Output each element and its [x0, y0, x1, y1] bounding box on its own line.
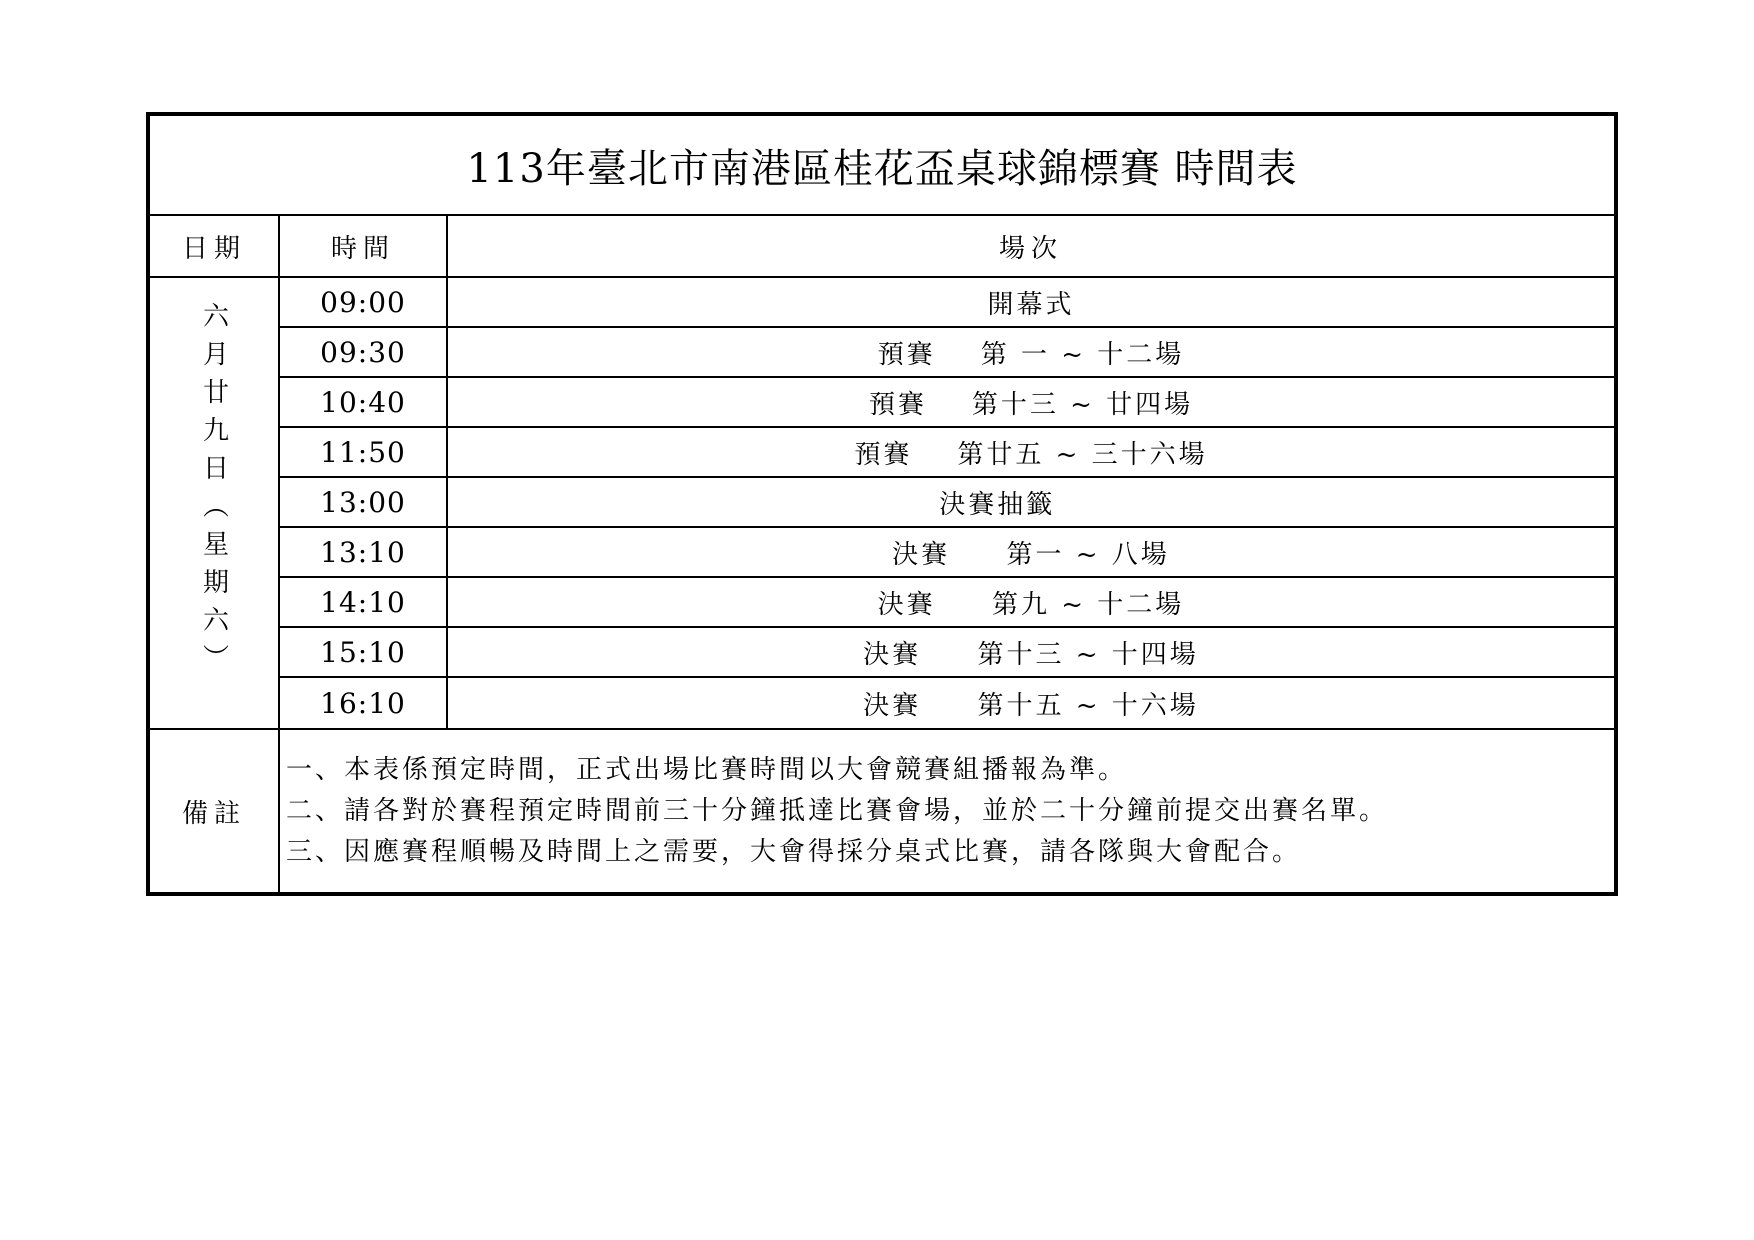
slot-event: 開幕式 — [987, 289, 1075, 320]
note-line: 一、本表係預定時間，正式出場比賽時間以大會競賽組播報為準。 — [286, 754, 1128, 785]
header-time: 時間 — [280, 216, 448, 276]
slot-event: 預賽 第十三 ~ 廿四場 — [868, 389, 1194, 420]
date-text: 六月廿九日︵星期六︶ — [198, 302, 229, 682]
table-row — [280, 678, 1614, 728]
notes-row — [150, 730, 1614, 892]
slot-event: 預賽 第 一 ~ 十二場 — [877, 339, 1185, 370]
slot-event: 決賽 第十三 ~ 十四場 — [863, 639, 1199, 670]
note-line: 三、因應賽程順暢及時間上之需要，大會得採分桌式比賽，請各隊與大會配合。 — [286, 836, 1302, 867]
table-row — [280, 528, 1614, 578]
table-row — [280, 378, 1614, 428]
date-cell — [150, 278, 280, 728]
schedule-table — [146, 112, 1618, 896]
title-row — [150, 116, 1614, 216]
notes-content — [280, 730, 1614, 892]
header-row — [150, 216, 1614, 278]
slot-time: 14:10 — [280, 578, 448, 626]
table-row — [280, 628, 1614, 678]
slot-time: 10:40 — [280, 378, 448, 426]
slot-event: 預賽 第廿五 ~ 三十六場 — [854, 439, 1208, 470]
slot-event: 決賽抽籤 — [939, 489, 1123, 520]
table-row — [280, 428, 1614, 478]
slot-time: 09:00 — [280, 278, 448, 326]
table-row — [280, 328, 1614, 378]
slot-time: 09:30 — [280, 328, 448, 376]
slot-time: 11:50 — [280, 428, 448, 476]
slot-event: 決賽 第十五 ~ 十六場 — [863, 690, 1199, 721]
table-row — [280, 278, 1614, 328]
slot-event: 決賽 第九 ~ 十二場 — [877, 589, 1185, 620]
slot-event: 決賽 第一 ~ 八場 — [892, 539, 1170, 570]
table-row — [280, 578, 1614, 628]
slot-time: 13:00 — [280, 478, 448, 526]
schedule-body — [150, 278, 1614, 730]
slot-time: 15:10 — [280, 628, 448, 676]
time-slots — [280, 278, 1614, 728]
notes-label: 備註 — [150, 730, 280, 892]
slot-time: 13:10 — [280, 528, 448, 576]
table-row — [280, 478, 1614, 528]
header-date: 日期 — [150, 216, 280, 276]
page-title: 113年臺北市南港區桂花盃桌球錦標賽 時間表 — [466, 145, 1298, 192]
header-event: 場次 — [998, 233, 1063, 264]
note-line: 二、請各對於賽程預定時間前三十分鐘抵達比賽會場，並於二十分鐘前提交出賽名單。 — [286, 795, 1389, 826]
slot-time: 16:10 — [280, 678, 448, 728]
